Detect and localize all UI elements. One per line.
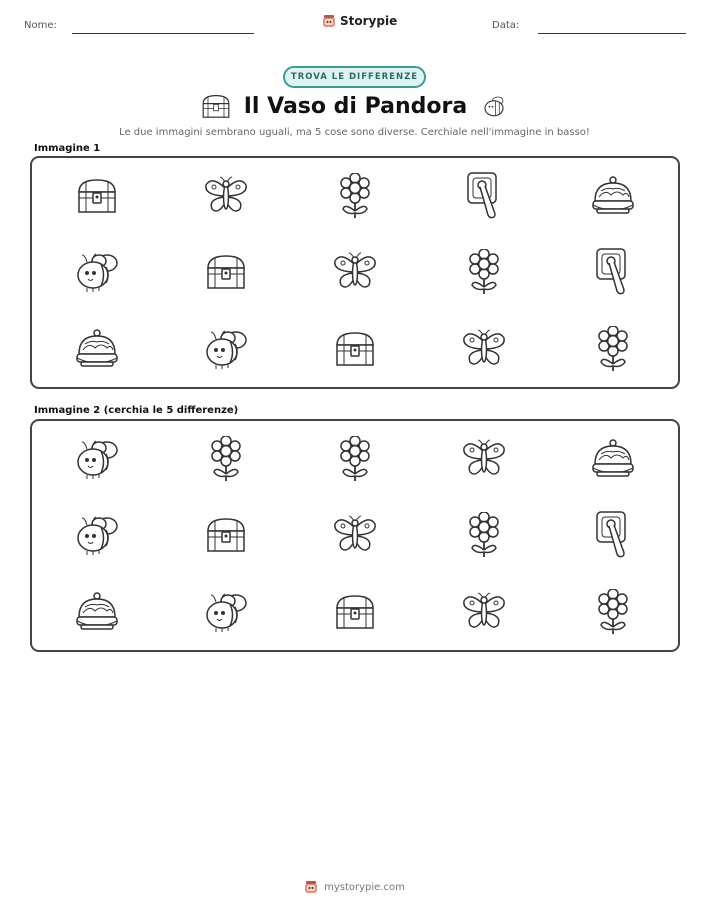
image1-label: Immagine 1 <box>34 143 101 154</box>
flower-icon <box>466 512 502 558</box>
butterfly-icon <box>331 514 379 556</box>
image1-cell[interactable] <box>549 158 678 234</box>
image1-cell[interactable] <box>549 234 678 310</box>
chest-icon <box>75 176 119 216</box>
image1-panel <box>30 156 680 389</box>
flower-icon <box>208 436 244 482</box>
image1-cell[interactable] <box>161 234 290 310</box>
bee-icon <box>73 514 121 556</box>
image2-cell[interactable] <box>161 574 290 650</box>
date-label: Data: <box>492 20 520 31</box>
image2-cell[interactable] <box>549 421 678 497</box>
image2-grid <box>32 421 678 650</box>
image2-cell[interactable] <box>32 421 161 497</box>
image2-cell[interactable] <box>549 497 678 573</box>
chest-icon <box>333 329 377 369</box>
image1-cell[interactable] <box>32 311 161 387</box>
image1-cell[interactable] <box>420 311 549 387</box>
image1-cell[interactable] <box>290 234 419 310</box>
instructions: Le due immagini sembrano uguali, ma 5 cose sono diverse. Cerchiale nell'immagine in basso! <box>119 127 590 138</box>
image2-cell[interactable] <box>420 497 549 573</box>
image2-cell[interactable] <box>161 497 290 573</box>
chest-icon <box>204 252 248 292</box>
butterfly-icon <box>460 591 508 633</box>
storypie-footer-icon <box>304 880 318 894</box>
dome-jar-icon <box>73 328 121 370</box>
lever-icon <box>593 510 633 560</box>
name-line[interactable] <box>72 33 254 34</box>
image2-panel <box>30 419 680 652</box>
bee-icon <box>202 591 250 633</box>
image1-cell[interactable] <box>161 311 290 387</box>
flower-icon <box>466 249 502 295</box>
name-label: Nome: <box>24 20 57 31</box>
activity-badge: TROVA LE DIFFERENZE <box>283 66 426 88</box>
butterfly-icon <box>460 328 508 370</box>
image2-cell[interactable] <box>290 574 419 650</box>
treasure-chest-icon <box>200 92 232 120</box>
bee-icon <box>202 328 250 370</box>
image1-cell[interactable] <box>161 158 290 234</box>
dome-jar-icon <box>73 591 121 633</box>
image1-cell[interactable] <box>32 158 161 234</box>
date-line[interactable] <box>538 33 686 34</box>
chest-icon <box>204 515 248 555</box>
image2-cell[interactable] <box>420 574 549 650</box>
image2-cell[interactable] <box>161 421 290 497</box>
page-title: Il Vaso di Pandora <box>243 93 468 119</box>
image2-cell[interactable] <box>32 497 161 573</box>
dome-jar-icon <box>589 175 637 217</box>
flower-icon <box>337 436 373 482</box>
image1-cell[interactable] <box>290 158 419 234</box>
bee-icon <box>479 92 509 120</box>
lever-icon <box>464 171 504 221</box>
butterfly-icon <box>202 175 250 217</box>
flower-icon <box>595 326 631 372</box>
brand-name: Storypie <box>340 14 398 28</box>
footer <box>0 880 709 894</box>
image1-cell[interactable] <box>549 311 678 387</box>
image2-cell[interactable] <box>420 421 549 497</box>
flower-icon <box>595 589 631 635</box>
image2-cell[interactable] <box>290 497 419 573</box>
butterfly-icon <box>460 438 508 480</box>
storypie-mascot-icon <box>322 14 336 28</box>
image1-cell[interactable] <box>290 311 419 387</box>
image1-cell[interactable] <box>420 158 549 234</box>
brand-logo <box>322 14 397 28</box>
image2-cell[interactable] <box>32 574 161 650</box>
flower-icon <box>337 173 373 219</box>
lever-icon <box>593 247 633 297</box>
bee-icon <box>73 251 121 293</box>
bee-icon <box>73 438 121 480</box>
butterfly-icon <box>331 251 379 293</box>
image2-cell[interactable] <box>290 421 419 497</box>
footer-site: mystorypie.com <box>324 881 405 893</box>
image1-cell[interactable] <box>420 234 549 310</box>
image2-label: Immagine 2 (cerchia le 5 differenze) <box>34 405 239 416</box>
dome-jar-icon <box>589 438 637 480</box>
image2-cell[interactable] <box>549 574 678 650</box>
image1-grid <box>32 158 678 387</box>
chest-icon <box>333 592 377 632</box>
image1-cell[interactable] <box>32 234 161 310</box>
